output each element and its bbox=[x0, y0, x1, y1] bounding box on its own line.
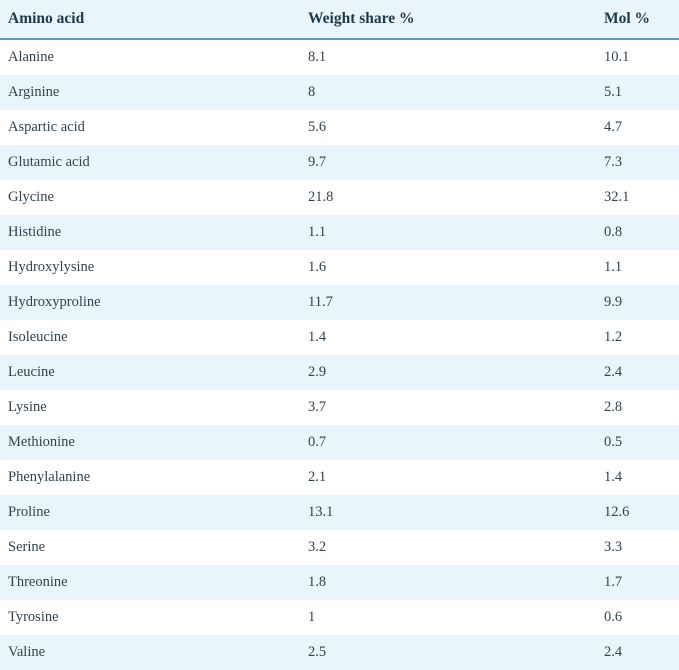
cell-mol-percent: 5.1 bbox=[596, 75, 679, 110]
table-row bbox=[0, 530, 679, 565]
cell-mol-percent: 0.6 bbox=[596, 600, 679, 635]
cell-mol-percent: 12.6 bbox=[596, 495, 679, 530]
cell-amino-acid: Phenylalanine bbox=[0, 460, 300, 495]
table-row bbox=[0, 460, 679, 495]
table-row bbox=[0, 495, 679, 530]
cell-amino-acid: Arginine bbox=[0, 75, 300, 110]
table-row bbox=[0, 635, 679, 670]
cell-amino-acid: Histidine bbox=[0, 215, 300, 250]
cell-mol-percent: 9.9 bbox=[596, 285, 679, 320]
column-header-amino-acid: Amino acid bbox=[0, 0, 300, 39]
table-row bbox=[0, 390, 679, 425]
cell-weight-share: 5.6 bbox=[300, 110, 596, 145]
cell-mol-percent: 2.4 bbox=[596, 635, 679, 670]
cell-weight-share: 8 bbox=[300, 75, 596, 110]
cell-weight-share: 3.2 bbox=[300, 530, 596, 565]
cell-mol-percent: 2.8 bbox=[596, 390, 679, 425]
cell-weight-share: 8.1 bbox=[300, 39, 596, 75]
cell-amino-acid: Leucine bbox=[0, 355, 300, 390]
cell-weight-share: 1.4 bbox=[300, 320, 596, 355]
cell-mol-percent: 1.7 bbox=[596, 565, 679, 600]
table-row bbox=[0, 425, 679, 460]
table-row bbox=[0, 215, 679, 250]
table-row bbox=[0, 565, 679, 600]
cell-amino-acid: Glutamic acid bbox=[0, 145, 300, 180]
cell-amino-acid: Lysine bbox=[0, 390, 300, 425]
cell-weight-share: 21.8 bbox=[300, 180, 596, 215]
table-row bbox=[0, 75, 679, 110]
cell-weight-share: 2.1 bbox=[300, 460, 596, 495]
cell-mol-percent: 32.1 bbox=[596, 180, 679, 215]
cell-weight-share: 1.6 bbox=[300, 250, 596, 285]
cell-amino-acid: Alanine bbox=[0, 39, 300, 75]
cell-mol-percent: 0.5 bbox=[596, 425, 679, 460]
cell-weight-share: 1.8 bbox=[300, 565, 596, 600]
cell-mol-percent: 1.1 bbox=[596, 250, 679, 285]
table-row bbox=[0, 285, 679, 320]
cell-mol-percent: 1.4 bbox=[596, 460, 679, 495]
table-row bbox=[0, 39, 679, 75]
table-row bbox=[0, 600, 679, 635]
table-row bbox=[0, 110, 679, 145]
table-body bbox=[0, 39, 679, 670]
cell-amino-acid: Glycine bbox=[0, 180, 300, 215]
cell-weight-share: 0.7 bbox=[300, 425, 596, 460]
cell-amino-acid: Tyrosine bbox=[0, 600, 300, 635]
cell-mol-percent: 2.4 bbox=[596, 355, 679, 390]
cell-amino-acid: Proline bbox=[0, 495, 300, 530]
table-header-row bbox=[0, 0, 679, 39]
cell-amino-acid: Isoleucine bbox=[0, 320, 300, 355]
cell-weight-share: 11.7 bbox=[300, 285, 596, 320]
table-header bbox=[0, 0, 679, 39]
cell-mol-percent: 10.1 bbox=[596, 39, 679, 75]
cell-weight-share: 3.7 bbox=[300, 390, 596, 425]
cell-weight-share: 9.7 bbox=[300, 145, 596, 180]
cell-weight-share: 13.1 bbox=[300, 495, 596, 530]
table-row bbox=[0, 180, 679, 215]
cell-mol-percent: 7.3 bbox=[596, 145, 679, 180]
column-header-mol-percent: Mol % bbox=[596, 0, 679, 39]
column-header-weight-share: Weight share % bbox=[300, 0, 596, 39]
cell-mol-percent: 4.7 bbox=[596, 110, 679, 145]
cell-amino-acid: Hydroxylysine bbox=[0, 250, 300, 285]
cell-amino-acid: Threonine bbox=[0, 565, 300, 600]
table-row bbox=[0, 320, 679, 355]
cell-weight-share: 1.1 bbox=[300, 215, 596, 250]
table-row bbox=[0, 355, 679, 390]
cell-mol-percent: 3.3 bbox=[596, 530, 679, 565]
cell-amino-acid: Hydroxyproline bbox=[0, 285, 300, 320]
table-row bbox=[0, 250, 679, 285]
cell-weight-share: 1 bbox=[300, 600, 596, 635]
cell-amino-acid: Methionine bbox=[0, 425, 300, 460]
cell-weight-share: 2.5 bbox=[300, 635, 596, 670]
cell-mol-percent: 0.8 bbox=[596, 215, 679, 250]
table-row bbox=[0, 145, 679, 180]
cell-weight-share: 2.9 bbox=[300, 355, 596, 390]
cell-mol-percent: 1.2 bbox=[596, 320, 679, 355]
cell-amino-acid: Serine bbox=[0, 530, 300, 565]
cell-amino-acid: Valine bbox=[0, 635, 300, 670]
cell-amino-acid: Aspartic acid bbox=[0, 110, 300, 145]
